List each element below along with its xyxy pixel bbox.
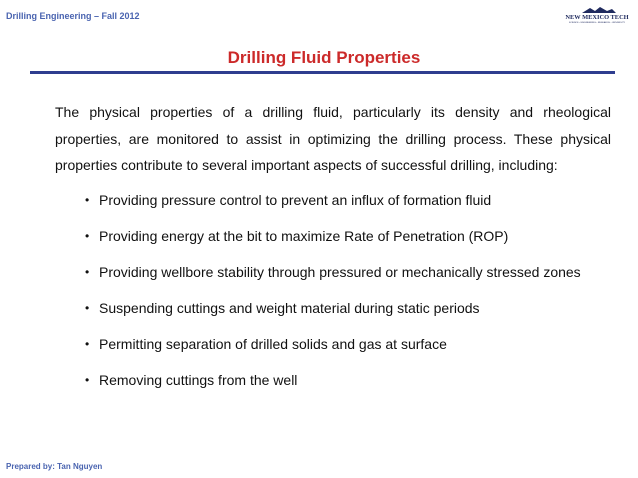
list-item	[82, 366, 581, 402]
logo-text: NEW MEXICO TECH	[565, 14, 629, 21]
bullet-text: Suspending cuttings and weight material during static periods	[99, 300, 480, 316]
list-item	[82, 294, 581, 330]
logo-subtext: SCIENCE • ENGINEERING • RESEARCH • UNIVERSITY	[568, 22, 626, 24]
bullet-icon: •	[85, 193, 90, 207]
list-item	[82, 330, 581, 366]
bullet-text: Providing wellbore stability through pressured or mechanically stressed zones	[99, 264, 581, 280]
mountain-icon	[582, 7, 616, 13]
slide-title: Drilling Fluid Properties	[227, 48, 421, 67]
list-item	[82, 186, 581, 222]
university-logo	[560, 7, 634, 24]
bullet-icon: •	[85, 373, 90, 387]
bullet-text: Providing pressure control to prevent an influx of formation fluid	[99, 192, 492, 208]
bullet-text: Providing energy at the bit to maximize Rate of Penetration (ROP)	[99, 228, 509, 244]
list-item	[82, 258, 581, 294]
list-item	[82, 222, 581, 258]
title-divider	[30, 71, 615, 74]
bullet-text: Removing cuttings from the well	[99, 372, 298, 388]
bullet-icon: •	[85, 301, 90, 315]
bullet-list	[82, 186, 581, 402]
bullet-icon: •	[85, 337, 90, 351]
bullet-text: Permitting separation of drilled solids and gas at surface	[99, 336, 447, 352]
prepared-by-label: Prepared by: Tan Nguyen	[6, 462, 103, 471]
intro-paragraph: The physical properties of a drilling fluid, particularly its density and rheological properties, are monitored to assist in optimizing the drilling process. These physical properties contribute to several important aspects of successful drilling, including:	[55, 104, 611, 173]
bullet-icon: •	[85, 265, 90, 279]
course-label: Drilling Engineering – Fall 2012	[6, 11, 140, 21]
bullet-icon: •	[85, 229, 90, 243]
